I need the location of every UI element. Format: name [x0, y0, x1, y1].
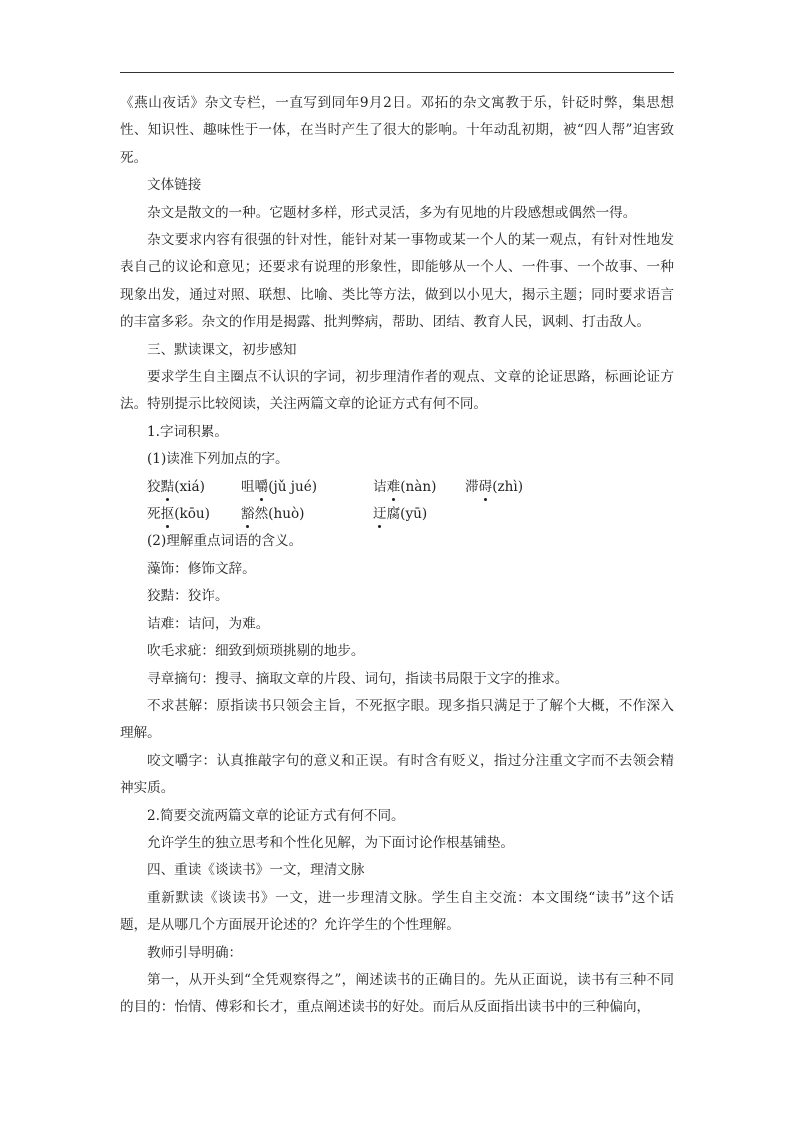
pinyin-reading: (jǔ jué) — [268, 478, 318, 495]
pinyin-item — [147, 474, 241, 501]
pinyin-reading: 腐(yū) — [386, 506, 428, 523]
pronunciation-subheading: (1)读准下列加点的字。 — [147, 451, 289, 468]
dotted-char: 抠 — [161, 501, 175, 528]
pinyin-reading: (xiá) — [174, 478, 205, 495]
section-heading-3: 三、默读课文，初步感知 — [147, 341, 297, 358]
definition-item: 狡黠：狡诈。 — [147, 588, 229, 605]
dotted-char: 黠 — [161, 474, 175, 501]
pinyin-item — [147, 501, 241, 528]
dotted-char: 迂 — [373, 501, 387, 528]
section-heading-4: 四、重读《谈读书》一文，理清文脉 — [147, 862, 365, 879]
genre-definition-paragraph: 杂文是散文的一种。它题材多样，形式灵活，多为有见地的片段感想或偶然一得。 — [147, 204, 637, 221]
definition-item: 寻章摘句：搜寻、摘取文章的片段、词句，指读书局限于文字的推求。 — [147, 670, 569, 687]
reading-instruction-paragraph: 要求学生自主圈点不认识的字词，初步理清作者的观点、文章的论证思路，标画论证方法。特别提示比较阅读，关注两篇文章的论证方式有何不同。 — [120, 369, 674, 413]
header-rule — [120, 72, 674, 73]
pinyin-row-1 — [120, 474, 674, 501]
first-point-paragraph: 第一，从开头到“全凭观察得之”，阐述读书的正确目的。先从正面说，读书有三种不同的目的：怡情、傅彩和长才，重点阐述读书的好处。而后从反面指出读书中的三种偏向， — [120, 971, 674, 1016]
vocab-heading: 1.字词积累。 — [147, 423, 228, 440]
definition-item: 诘难：诘问，为难。 — [147, 615, 270, 632]
pinyin-item — [373, 501, 465, 528]
pinyin-char: 死 — [147, 506, 161, 523]
pinyin-char: 诘 — [373, 478, 387, 495]
dotted-char: 嚼 — [255, 474, 269, 501]
definition-item: 咬文嚼字：认真推敲字句的意义和正误。有时含有贬义，指过分注重文字而不去领会精神实质。 — [120, 752, 674, 797]
pinyin-char: 滞 — [465, 478, 479, 495]
comparison-heading: 2.简要交流两篇文章的论证方式有何不同。 — [147, 807, 405, 824]
pinyin-reading: (zhì) — [492, 478, 524, 495]
pinyin-item — [241, 501, 373, 528]
dotted-char: 难 — [387, 474, 401, 501]
meaning-subheading: (2)理解重点词语的含义。 — [147, 533, 303, 550]
pinyin-item — [465, 474, 575, 501]
pinyin-reading: (nàn) — [400, 478, 437, 495]
definition-item: 不求甚解：原指读书只领会主旨，不死抠字眼。现多指只满足于了解个大概，不作深入理解。 — [120, 697, 674, 742]
teacher-guide-label: 教师引导明确： — [147, 944, 243, 961]
dotted-char: 碍 — [479, 474, 493, 501]
pinyin-char: 狡 — [147, 478, 161, 495]
dotted-char: 豁 — [241, 501, 255, 528]
comparison-note: 允许学生的独立思考和个性化见解，为下面讨论作根基铺垫。 — [147, 834, 515, 851]
author-bio-paragraph: 《燕山夜话》杂文专栏，一直写到同年9月2日。邓拓的杂文寓教于乐，针砭时弊，集思想性、知识性、趣味性于一体，在当时产生了很大的影响。十年动乱初期，被“四人帮”迫害致死。 — [120, 95, 674, 166]
reread-instruction-paragraph: 重新默读《谈读书》一文，进一步理清文脉。学生自主交流：本文围绕“读书”这个话题，是从哪几个方面展开论述的？允许学生的个性理解。 — [120, 889, 674, 934]
definition-item: 藻饰：修饰文辞。 — [147, 560, 256, 577]
pinyin-char: 咀 — [241, 478, 255, 495]
pinyin-item — [373, 474, 465, 501]
document-body — [120, 90, 674, 1022]
genre-requirements-paragraph: 杂文要求内容有很强的针对性，能针对某一事物或某一个人的某一观点，有针对性地发表自己的议论和意见；还要求有说理的形象性，即能够从一个人、一件事、一个故事、一种现象出发，通过对照、联想、比喻、类比等方法，做到以小见大，揭示主题；同时要求语言的丰富多彩。杂文的作用是揭露、批判弊病，帮助、团结、教育人民，讽刺、打击敌人。 — [120, 232, 674, 331]
pinyin-reading: (kōu) — [174, 506, 210, 523]
section-heading-genre-link: 文体链接 — [147, 177, 202, 194]
definition-item: 吹毛求疵：细致到烦琐挑剔的地步。 — [147, 643, 365, 660]
pinyin-reading: 然(huò) — [254, 506, 305, 523]
pinyin-item — [241, 474, 373, 501]
pinyin-row-2 — [120, 501, 674, 528]
